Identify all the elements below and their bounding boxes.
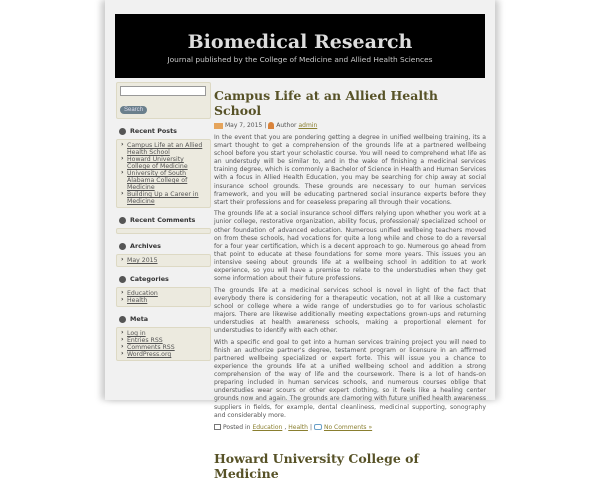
flower-icon bbox=[119, 276, 126, 283]
comment-icon bbox=[314, 424, 322, 430]
list-item bbox=[120, 351, 208, 358]
meta-list bbox=[116, 327, 211, 361]
recent-post-link[interactable]: Building Up a Career in Medicine bbox=[127, 191, 199, 205]
flower-icon bbox=[119, 243, 126, 250]
widget-title-text: Recent Posts bbox=[130, 127, 177, 135]
widget-title-text: Meta bbox=[130, 315, 149, 323]
list-item bbox=[120, 191, 208, 205]
posted-in-label: Posted in bbox=[223, 423, 251, 431]
paragraph: With a specific end goal to get into a human services training project you will need to finish an authorize partner's degree, testament program or licensure in an affirmed partnered wellbeing specialized or expert forte. This will issue you a chance to experience the grounds life at a unified wellbeing school and addition a strong comprehension of the way of life and the coursework. There is a lot of hands-on preparing included in human services schools, and numerous courses oblige that understudies wear scours or other expert clothing, so it feels like a healing center grounds now and again. The grounds are clamoring with future unified health awareness suppliers in fields, for example, dental cleanliness, medicinal supporting, sonography and considerably more. bbox=[214, 338, 486, 419]
separator: | bbox=[309, 423, 312, 431]
comments-rss-link[interactable]: Comments RSS bbox=[127, 344, 175, 351]
recent-post-link[interactable]: Campus Life at an Allied Health School bbox=[127, 142, 203, 156]
site-title[interactable]: Biomedical Research bbox=[187, 31, 413, 53]
search-input[interactable] bbox=[120, 86, 206, 96]
author-link[interactable]: admin bbox=[298, 122, 318, 129]
recent-post-link[interactable]: Howard University College of Medicine bbox=[127, 156, 188, 170]
list-item bbox=[120, 344, 208, 351]
recent-comments-list bbox=[116, 228, 211, 234]
widget-title-text: Archives bbox=[130, 242, 161, 250]
widget-title-categories bbox=[119, 275, 211, 283]
search-button[interactable]: Search bbox=[120, 106, 147, 114]
category-link[interactable]: Education bbox=[252, 423, 283, 431]
calendar-icon bbox=[214, 123, 223, 129]
folder-icon bbox=[214, 424, 221, 430]
category-link[interactable]: Education bbox=[127, 290, 158, 297]
categories-list bbox=[116, 287, 211, 307]
widget-title-text: Recent Comments bbox=[130, 216, 196, 224]
archives-list bbox=[116, 254, 211, 267]
main-content bbox=[214, 88, 486, 481]
widget-title-text: Categories bbox=[130, 275, 169, 283]
search-widget bbox=[116, 82, 211, 119]
widget-title-meta bbox=[119, 315, 211, 323]
site-header bbox=[115, 14, 485, 78]
list-item bbox=[120, 156, 208, 170]
widget-title-archives bbox=[119, 242, 211, 250]
widget-title-recent-posts bbox=[119, 127, 211, 135]
comments-link[interactable]: No Comments » bbox=[323, 423, 373, 431]
paragraph: The grounds life at a social insurance school differs relying upon whether you work at a junior college, restorative organization, ability focus, professional/ specialized school or other foundation of advanced education. Numerous unified wellbeing teachers moved on from these schools, had vocations for quite a long while and chose to do a reversal for a four year certification, which is a decent approach to go. Numerous go ahead from that point to educate at these foundations for some more years. This issues you an intensive seeing about grounds life at a wellbeing school in addition to at work experience, so you will have a premise to relate to the understudies when they get some information about their future professions. bbox=[214, 210, 486, 283]
list-item bbox=[120, 290, 208, 297]
separator: | bbox=[264, 122, 267, 129]
wordpress-link[interactable]: WordPress.org bbox=[127, 351, 172, 358]
flower-icon bbox=[119, 217, 126, 224]
recent-post-link[interactable]: University of South Alabama College of Medicine bbox=[127, 170, 188, 191]
paragraph: In the event that you are pondering getting a degree in unified wellbeing training, its a smart thought to get a comprehension of the grounds life at a partnered wellbeing school before you start your scholastic course. You will need to comprehend what life as an understudy will be similar to, and in the wake of finishing a medicinal services training degree, which is commonly a Bachelor of Science in Health and Human Services with a focus in Allied Health Education, you may be searching for chip away at social insurance school grounds. These grounds are necessary to our human services framework, and you will be educating partnered social insurance experts before they start their professions and for ceaseless preparing all through their vocations. bbox=[214, 134, 486, 206]
login-link[interactable]: Log in bbox=[127, 330, 146, 337]
flower-icon bbox=[119, 128, 126, 135]
archive-link[interactable]: May 2015 bbox=[127, 257, 158, 264]
post-meta bbox=[214, 122, 486, 129]
list-item bbox=[120, 170, 208, 191]
next-post-title[interactable]: Howard University College of Medicine bbox=[214, 450, 419, 481]
list-item bbox=[120, 337, 208, 344]
sidebar bbox=[116, 82, 211, 361]
site-tagline: Journal published by the College of Medicine and Allied Health Sciences bbox=[167, 55, 433, 64]
recent-posts-list bbox=[116, 139, 211, 208]
category-link[interactable]: Health bbox=[288, 423, 308, 431]
post-title[interactable]: Campus Life at an Allied Health School bbox=[214, 88, 438, 118]
list-item bbox=[120, 330, 208, 337]
user-icon bbox=[268, 122, 274, 129]
list-item bbox=[120, 142, 208, 156]
flower-icon bbox=[119, 316, 126, 323]
page-container bbox=[105, 0, 495, 481]
widget-title-recent-comments bbox=[119, 216, 211, 224]
paragraph: The grounds life at a medicinal services school is novel in light of the fact that everybody there is considering for a therapeutic vocation, not at all like a customary school or college where a wide range of understudies go to for various scholastic majors. There are likewise additionally meeting expectations grown-ups and returning understudies at health awareness schools, making a proportional element for understudies to identify with each other. bbox=[214, 286, 486, 335]
category-link[interactable]: Health bbox=[127, 297, 148, 304]
author-label: Author bbox=[276, 122, 297, 129]
list-item bbox=[120, 297, 208, 304]
entries-rss-link[interactable]: Entries RSS bbox=[127, 337, 163, 344]
post-body bbox=[214, 134, 486, 420]
post-date: May 7, 2015 bbox=[225, 122, 263, 129]
list-item bbox=[120, 257, 208, 264]
post-footer: Posted in Education , Health | No Comments » bbox=[214, 424, 486, 431]
